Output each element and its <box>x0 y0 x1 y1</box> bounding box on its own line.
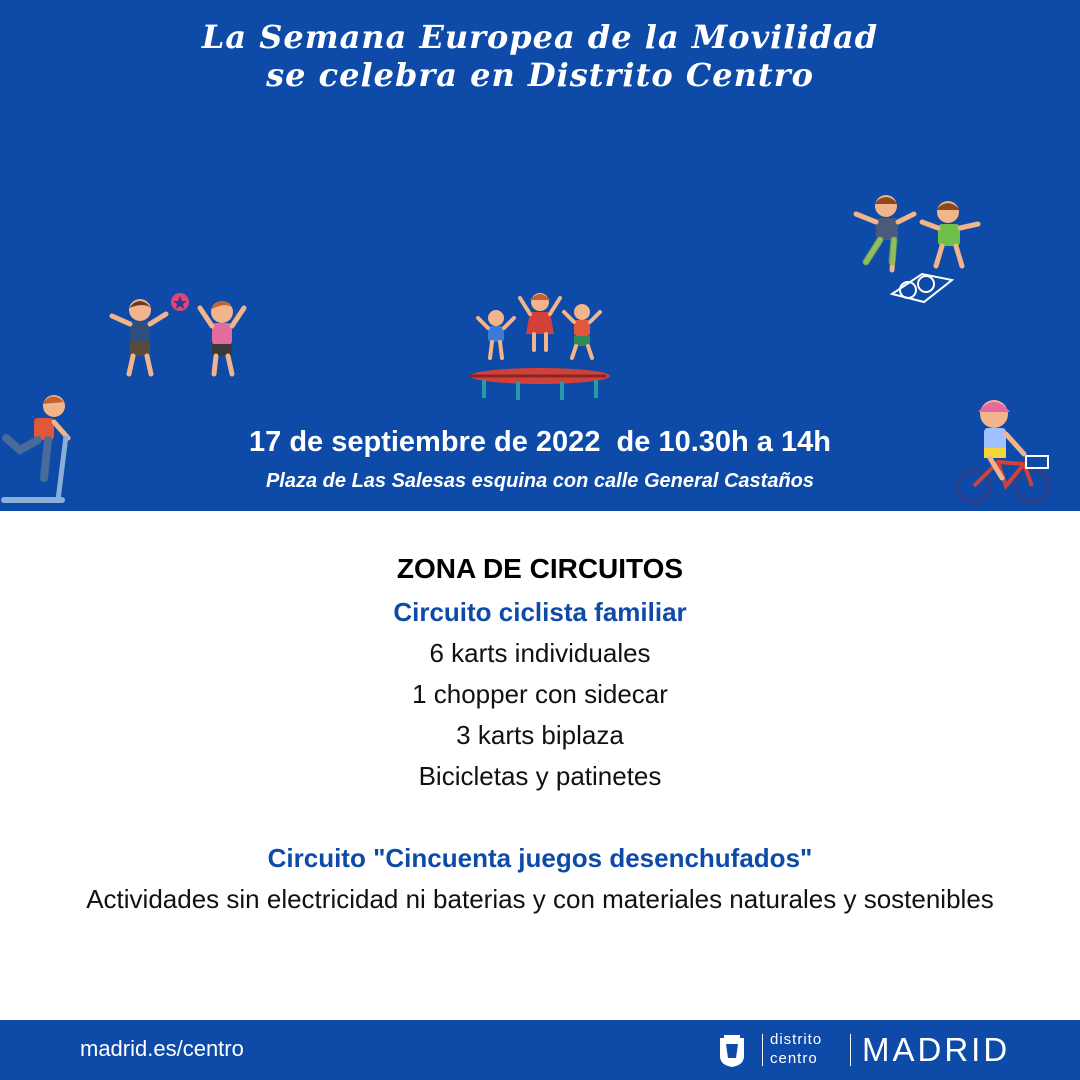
event-location: Plaza de Las Salesas esquina con calle General Castaños <box>265 470 815 492</box>
circuit-1-item: 1 chopper con sidecar <box>412 679 668 709</box>
madrid-logo <box>718 1028 1038 1072</box>
district-word: distrito <box>770 1031 823 1048</box>
hopscotch-kids-illustration <box>852 192 984 308</box>
circuit-2-title: Circuito "Cincuenta juegos desenchufados" <box>267 843 813 873</box>
circuit-2-description: Actividades sin electricidad ni baterias y con materiales naturales y sostenibles <box>86 884 994 914</box>
circuit-1-item: Bicicletas y patinetes <box>418 761 662 791</box>
district-label <box>770 1030 822 1068</box>
circuits-section <box>0 511 1080 1020</box>
footer-bar <box>0 1020 1080 1080</box>
kids-playing-ball-illustration <box>104 286 254 382</box>
circuit-1-item: 3 karts biplaza <box>456 720 624 750</box>
website-link[interactable]: madrid.es/centro <box>80 1036 244 1061</box>
city-wordmark: MADRID <box>862 1031 1011 1068</box>
event-date-time: 17 de septiembre de 2022 de 10.30h a 14h <box>249 426 831 458</box>
trampoline-kids-illustration <box>468 288 612 402</box>
hero-banner <box>0 0 1080 511</box>
logo-separator <box>850 1034 851 1066</box>
circuit-1-title: Circuito ciclista familiar <box>393 597 687 627</box>
title-line-2: se celebra en Distrito Centro <box>266 56 814 94</box>
district-name: centro <box>770 1050 818 1067</box>
madrid-crest-icon <box>718 1034 746 1068</box>
section-heading: ZONA DE CIRCUITOS <box>396 553 684 584</box>
circuit-1-item: 6 karts individuales <box>429 638 651 668</box>
logo-separator <box>762 1034 763 1066</box>
title-line-1: La Semana Europea de la Movilidad <box>201 18 879 56</box>
